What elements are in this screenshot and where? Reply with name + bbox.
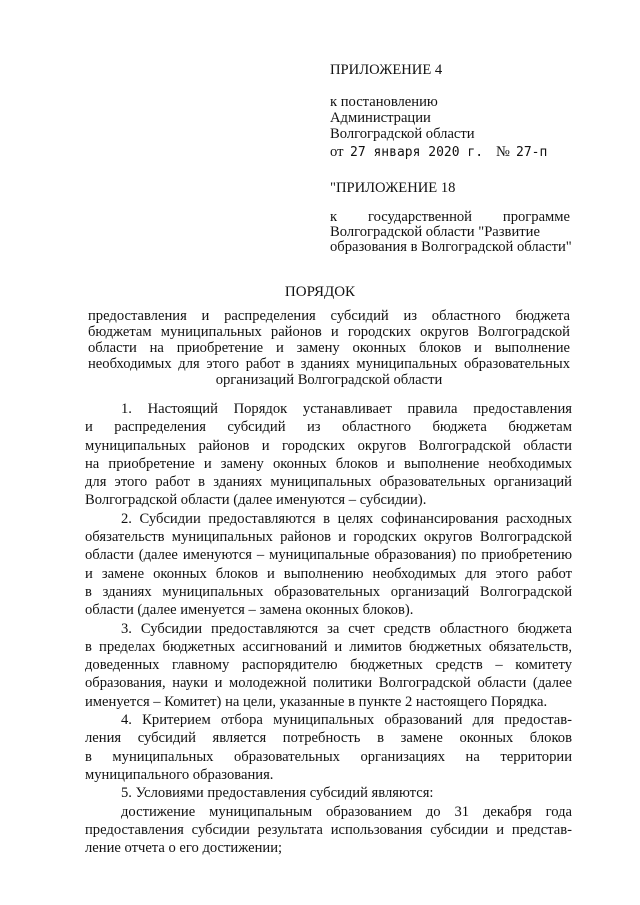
appendix18-line-1: к государственной программе: [330, 209, 570, 225]
paragraph-2-line: области (далее именуется – замена оконных блоков).: [85, 602, 414, 619]
appendix18-line-3: образования в Волгоградской области": [330, 239, 572, 255]
paragraph-2-line: области (далее именуются – муниципальные образования) по приобретению: [85, 547, 572, 564]
decree-line-2: Администрации: [330, 110, 431, 126]
paragraph-3-line: образования, науки и молодежной политики Волгоградской области (далее: [85, 675, 572, 692]
decree-line-3: Волгоградской области: [330, 126, 475, 142]
subtitle-line: организаций Волгоградской области: [215, 372, 443, 388]
paragraph-5-line: ление отчета о его достижении;: [85, 840, 283, 857]
number-label: №: [496, 144, 510, 160]
subtitle-line: бюджетам муниципальных районов и городских округов Волгоградской: [88, 324, 570, 340]
paragraph-4-line: в муниципальных образовательных организациях на территории: [85, 748, 572, 765]
paragraph-5-line: 5. Условиями предоставления субсидий являются:: [121, 785, 434, 802]
paragraph-3-line: именуется – Комитет) на цели, указанные в пункте 2 настоящего Порядка.: [85, 693, 548, 710]
date-label: от: [330, 144, 344, 160]
paragraph-3-line: в пределах бюджетных ассигнований и лимитов бюджетных обязательств,: [85, 638, 572, 655]
paragraph-3-line: 3. Субсидии предоставляются за счет средств областного бюджета: [121, 620, 572, 637]
paragraph-2-line: и замене оконных блоков и выполнению необходимых для этого работ: [85, 565, 572, 582]
paragraph-1-line: и распределения субсидий из областного бюджета бюджетам: [85, 419, 572, 436]
paragraph-5-line: достижение муниципальным образованием до 31 декабря года: [121, 803, 572, 820]
document-subtitle: [88, 308, 570, 388]
paragraph-1-line: на приобретение и замену оконных блоков и выполнение необходимых: [85, 455, 572, 472]
subtitle-line: области на приобретение и замену оконных блоков и выполнение: [88, 340, 570, 356]
paragraph-2-line: обязательств муниципальных районов и городских округов Волгоградской: [85, 529, 572, 546]
paragraph-1-line: 1. Настоящий Порядок устанавливает правила предоставления: [121, 401, 572, 417]
paragraph-2-line: в зданиях муниципальных образовательных организаций Волгоградской: [85, 583, 572, 600]
paragraph-4-line: 4. Критерием отбора муниципальных образований для предостав-: [121, 712, 572, 729]
paragraph-4-line: муниципального образования.: [85, 766, 274, 783]
paragraph-2-line: 2. Субсидии предоставляются в целях софинансирования расходных: [121, 510, 572, 527]
subtitle-line: предоставления и распределения субсидий из областного бюджета: [88, 308, 570, 324]
document-title: ПОРЯДОК: [284, 284, 356, 300]
paragraph-1-line: для этого работ в зданиях муниципальных образовательных организаций: [85, 474, 572, 491]
paragraph-5-line: предоставления субсидии результата использования субсидии и представ-: [85, 821, 572, 838]
decree-line-1: к постановлению: [330, 94, 438, 110]
appendix18-title: "ПРИЛОЖЕНИЕ 18: [330, 180, 456, 196]
subtitle-line: необходимых для этого работ в зданиях муниципальных образовательных: [88, 356, 570, 372]
number-value: 27-п: [516, 145, 548, 160]
appendix18-line-2: Волгоградской области "Развитие: [330, 224, 540, 240]
document-body: [85, 400, 572, 857]
paragraph-3-line: доведенных главному распорядителю бюджетных средств – комитету: [85, 657, 572, 674]
date-value: 27 января 2020 г.: [350, 145, 484, 160]
paragraph-4-line: ления субсидий является потребность в замене оконных блоков: [85, 730, 572, 747]
appendix-number: ПРИЛОЖЕНИЕ 4: [330, 62, 443, 78]
paragraph-1-line: Волгоградской области (далее именуются – субсидии).: [85, 492, 427, 509]
paragraph-1-line: муниципальных районов и городских округов Волгоградской области: [85, 437, 572, 454]
